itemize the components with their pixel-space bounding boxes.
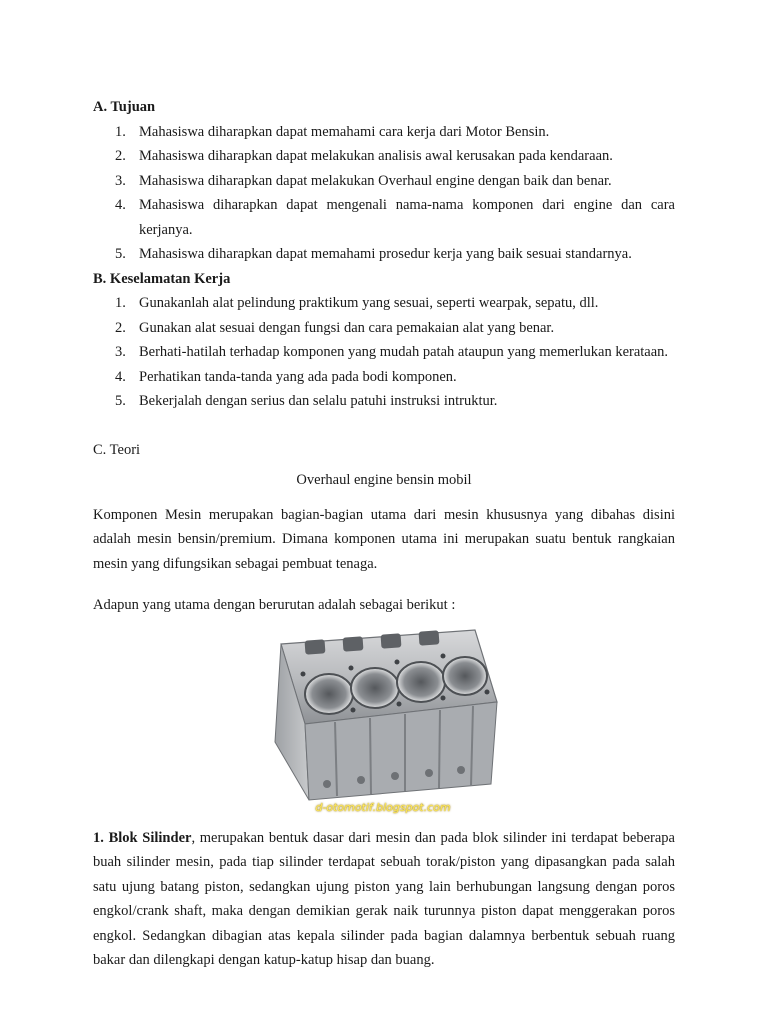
engine-block-image xyxy=(265,624,501,816)
list-item: 2. Gunakan alat sesuai dengan fungsi dan cara pemakaian alat yang benar. xyxy=(115,319,555,336)
blok-silinder-paragraph xyxy=(93,826,675,973)
section-c-subtitle: Overhaul engine bensin mobil xyxy=(296,472,472,488)
blok-silinder-text: , merupakan bentuk dasar dari mesin dan pada blok silinder ini terdapat beberapa buah silinder mesin, pada tiap silinder terdapat sebuah torak/piston yang dipasangkan pada salah satu ujung batang piston, sedangkan ujung piston yang lain berhubungan langsung dengan poros engkol/crank shaft, maka dengan demikian gerak naik turunnya piston dapat menggerakan poros engkol. Sedangkan dibagian atas kepala silinder pada bagian dalamnya berbentuk sebuah ruang bakar dan dilengkapi dengan katup-katup hisap dan buang. xyxy=(93,829,675,968)
list-item: 4. Mahasiswa diharapkan dapat mengenali nama-nama komponen dari engine dan cara kerjanya. xyxy=(115,197,675,238)
list-item: 2. Mahasiswa diharapkan dapat melakukan analisis awal kerusakan pada kendaraan. xyxy=(115,148,613,164)
blok-silinder-term: 1. Blok Silinder xyxy=(93,829,192,846)
list-item: 3. Berhati-hatilah terhadap komponen yang mudah patah ataupun yang memerlukan kerataan. xyxy=(115,344,669,360)
figure xyxy=(93,624,675,826)
image-watermark: d-otomotif.blogspot.com xyxy=(315,800,451,814)
list-item: 4. Perhatikan tanda-tanda yang ada pada bodi komponen. xyxy=(115,368,457,385)
section-a-title: A. Tujuan xyxy=(93,99,156,115)
list-item: 5. Bekerjalah dengan serius dan selalu patuhi instruksi intruktur. xyxy=(115,393,498,409)
list-item: 5. Mahasiswa diharapkan dapat memahami prosedur kerja yang baik sesuai standarnya. xyxy=(115,246,632,262)
spacer xyxy=(93,576,675,593)
theory-intro-line: Adapun yang utama dengan berurutan adalah sebagai berikut : xyxy=(93,597,456,613)
section-c-title: C. Teori xyxy=(93,441,141,458)
spacer xyxy=(93,414,675,438)
list-item: 1. Mahasiswa diharapkan dapat memahami cara kerja dari Motor Bensin. xyxy=(115,123,550,140)
section-a-list xyxy=(93,120,675,267)
list-item: 1. Gunakanlah alat pelindung praktikum yang sesuai, seperti wearpak, sepatu, dll. xyxy=(115,295,599,311)
section-b-title: B. Keselamatan Kerja xyxy=(93,270,231,287)
theory-paragraph: Komponen Mesin merupakan bagian-bagian utama dari mesin khususnya yang dibahas disini adalah mesin bensin/premium. Dimana komponen utama ini merupakan suatu bentuk rangkaian mesin yang difungsikan sebagai pembuat tenaga. xyxy=(93,506,675,572)
spacer xyxy=(93,493,675,503)
document-content xyxy=(93,95,675,973)
section-b-list xyxy=(93,291,675,414)
engine-block-icon xyxy=(265,624,501,816)
list-item: 3. Mahasiswa diharapkan dapat melakukan Overhaul engine dengan baik dan benar. xyxy=(115,172,612,189)
